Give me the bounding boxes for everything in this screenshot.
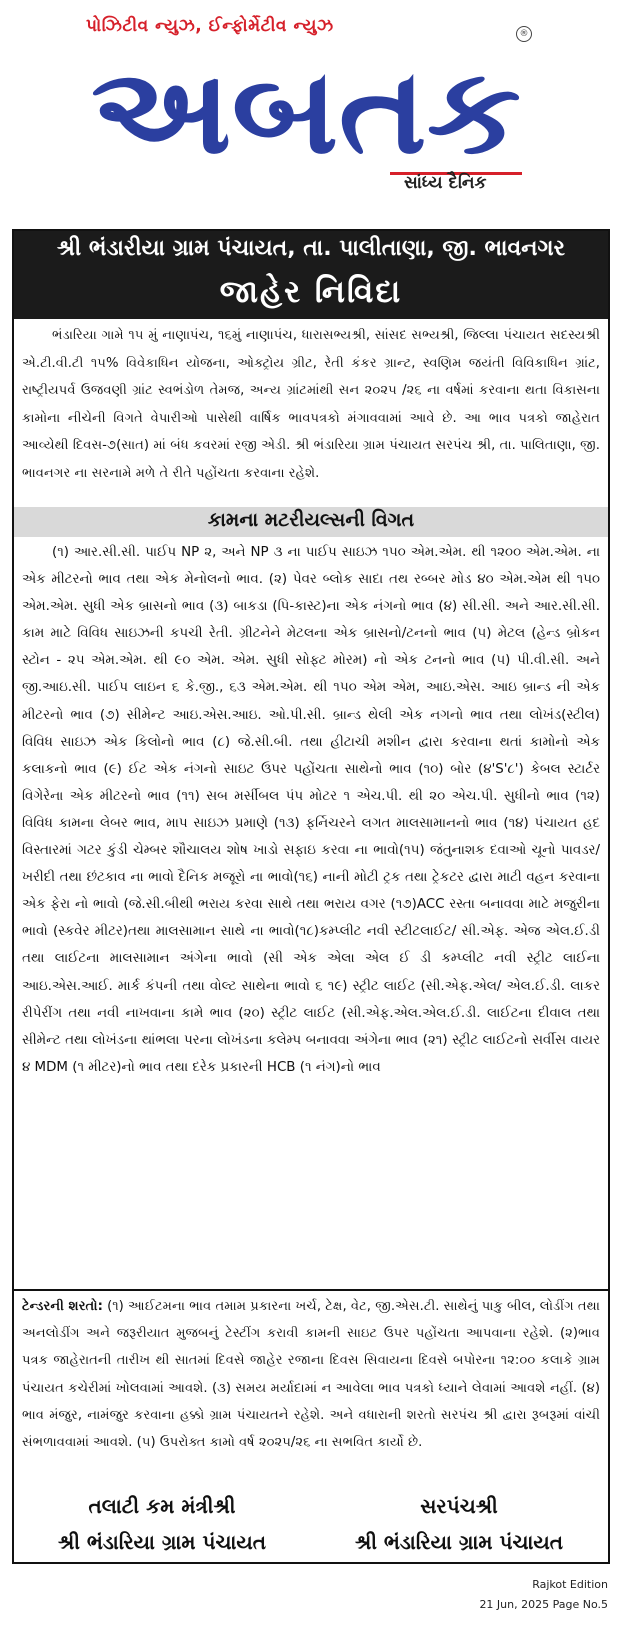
notice-issuer: શ્રી ભંડારીયા ગ્રામ પંચાયત, તા. પાલીતાણા, જી. ભાવનગર: [57, 236, 565, 261]
terms-divider: [14, 1289, 608, 1291]
tender-terms-text: (૧) આઈટમના ભાવ તમામ પ્રકારના ખર્ચ, ટેક્ષ, વેટ, જી.એસ.ટી. સાથેનું પાકુ બીલ, લોડીંગ તથા અનલોડીંગ અને જરૂરીયાત મુજબનું ટેસ્ટીંગ કરાવી કામની સાઇટ ઉપર પહોંચતા આપવાના રહેશે. (૨)ભાવ પત્રક જાહેરાતની તારીખ થી સાતમાં દિવસે જાહેર રજાના દિવસ સિવાયના દિવસે બપોરના ૧૨:૦૦ કલાકે ગ્રામ પંચાયત કચેરીમાં ખોલવામાં આવશે. (૩) સમય મર્યાદામાં ન આવેલા ભાવ પત્રકો ધ્યાને લેવામાં આવશે નહીં. (૪) ભાવ મંજુર, નામંજુર કરવાના હક્કો ગ્રામ પંચાયતને રહેશે. અને વધારાની શરતો સરપંચ શ્રી દ્વારા રૂબરૂમાં વાંચી સંભળાવવામાં આવશે. (૫) ઉપરોક્ત કામો વર્ષ ૨૦૨૫/૨૬ ના સભવિત કાર્યો છે.: [22, 1299, 601, 1451]
signatory-left-title: તલાટી કમ મંત્રીશ્રી: [88, 1494, 236, 1518]
tender-terms-label: ટેન્ડરની શરતો:: [22, 1299, 103, 1314]
abtak-logo: [88, 48, 524, 168]
signatory-left-org: શ્રી ભંડારિયા ગ્રામ પંચાયત: [57, 1530, 267, 1554]
edition-type: સાંધ્ય દૈનિક: [404, 173, 487, 193]
materials-list: (૧) આર.સી.સી. પાઈપ NP ૨, અને NP ૩ ના પાઈપ સાઇઝ ૧૫૦ એમ.એમ. થી ૧૨૦૦ એમ.એમ. ના એક મીટરનો ભાવ તથા એક મેનોલનો ભાવ. (૨) પેવર બ્લોક સાદા તથ રબ્બર મોડ ૪૦ એમ.એમ થી ૧૫૦ એમ.એમ. સુધી એક બ્રાસનો ભાવ (૩) બાકડા (પિ-કાસ્ટ)ના એક નંગનો ભાવ (૪) સી.સી. અને આર.સી.સી. કામ માટે વિવિધ સાઇઝની કપચી રેતી. ગ્રીટનેને મેટલના એક બ્રાસનો/ટનનો ભાવ (૫) મેટલ (હેન્ડ બ્રોકન સ્ટોન - ૨૫ એમ.એમ. થી ૯૦ એમ. એમ. સુધી સોફ્ટ મોરમ) નો એક ટનનો ભાવ (૫) પી.વી.સી. અને જી.આઇ.સી. પાઈપ લાઇન ૬ કે.જી., ૬૩ એમ.એમ. થી ૧૫૦ એમ એમ, આઇ.એસ. આઇ બ્રાન્ડ ની એક મીટરનો ભાવ (૭) સીમેન્ટ આઇ.એસ.આઇ. ઓ.પી.સી. બ્રાન્ડ થેલી એક નગનો ભાવ તથા લોખંડ(સ્ટીલ) વિવિધ સાઇઝ એક કિલોનો ભાવ (૮) જે.સી.બી. તથા હીટાચી મશીન દ્વારા કરવાના થતાં કામોનો એક કલાકનો ભાવ (૯) ઈટ એક નંગનો સાઇટ ઉપર પહોંચતા સાથેનો ભાવ (૧૦) બોર (૪'S'૮') કેબલ સ્ટાર્ટર વિગેરેના એક મીટરનો ભાવ (૧૧) સબ મર્સીબલ પંપ મોટર ૧ એચ.પી. થી ૨૦ એચ.પી. સુધીનો ભાવ (૧૨) વિવિધ કામના લેબર ભાવ, માપ સાઇઝ પ્રમાણે (૧૩) ફર્નિચરને લગત માલસામાનનો ભાવ (૧૪) પંચાયત હદ વિસ્તારમાં ગટર કુંડી ચેમ્બર શૌચાલય શોષ ખાડો સફાઇ કરવા ના ભાવો(૧૫) જંતુનાશક દવાઓ ચૂનો પાવડર/ખરીદી તથા છંટકાવ ના ભાવો દૈનિક મજૂરો ના ભાવો(૧૬) નાની મોટી ટ્રક તથા ટ્રેકટર દ્વારા માટી વહન કરવાના એક ફેરા નો ભાવો (જે.સી.બીથી ભરાય કરવા સાથે તથા ભરાય વગર (૧૭)ACC રસ્તા બનાવવા માટે મજુરીના ભાવો (સ્કવેર મીટર)તથા માલસામાન સાથે ના ભાવો(૧૮)કમ્પ્લીટ નવી સ્ટીટલાઈટ/ સી.એફ. એજ એલ.ઈ.ડી તથા લાઈટના માલસામાન અંગેના ભાવો (સી એક એલા એલ ઈ ડી કમ્પ્લીટ નવી સ્ટ્રીટ લાઈના આઇ.એસ.આઈ. માર્ક કંપની તથા વોલ્ટ સાથેના ભાવો ૬ ૧૯) સ્ટ્રીટ લાઈટ (સી.એફ.એલ/ એલ.ઈ.ડી. લાકર રીપેરીંગ તથા નવી નાખવાના કામે ભાવ (૨૦) સ્ટ્રીટ લાઈટ (સી.એફ.એલ.એલ.ઈ.ડી. લાઈટના દીવાલ તથા સીમેન્ટ તથા લોખંડના થાંભલા પરના લોખંડના કલેમ્પ બનાવવા અંગેના ભાવ (૨૧) સ્ટ્રીટ લાઈટનો સર્વીસ વાયર ૪ MDM (૧ મીટર)નો ભાવ તથા દરેક પ્રકારની HCB (૧ નંગ)નો ભાવ: [22, 545, 600, 1075]
footer-edition: Rajkot Edition: [532, 1578, 608, 1591]
materials-heading: કામના મટરીયલ્સની વિગત: [207, 509, 415, 531]
tender-terms: [22, 1293, 600, 1456]
masthead-tagline: પોઝિટીવ ન્યુઝ, ઈન્ફોર્મેટીવ ન્યુઝ: [86, 16, 334, 36]
abtak-logo-text: અબતક: [91, 48, 521, 168]
signatory-right-title: સરપંચશ્રી: [420, 1494, 498, 1518]
notice-intro: ભંડારિયા ગામે ૧૫ મું નાણાપંચ, ૧૬મું નાણાપંચ, ધારાસભ્યશ્રી, સાંસદ સભ્યશ્રી, જિલ્લા પંચાયત સદસ્યશ્રી એ.ટી.વી.ટી ૧૫% વિવેકાધિન યોજના, ઓક્ટ્રોય ગ્રીટ, રેતી કંકર ગ્રાન્ટ, સ્વણિમ જયંતી વિવિકાધિન ગ્રાંટ, રાષ્ટ્રીયપર્વ ઉજવણી ગ્રાંટ સ્વભંડોળ તેમજ, અન્ય ગ્રાંટમાંથી સન ૨૦૨૫ /૨૬ ના વર્ષમાં કરવાના થતા વિકાસના કામોના નીચેની વિગતે વેપારીઓ પાસેથી વાર્ષિક ભાવપત્રકો મંગાવવામાં આવે છે. આ ભાવ પત્રકો જાહેરાત આવ્યેથી દિવસ-૭(સાત) માં બંધ કવરમાં રજી એડી. શ્રી ભંડારિયા ગ્રામ પંચાયત સરપંચ શ્રી, તા. પાલિતાણા, જી. ભાવનગર ના સરનામે મળે તે રીતે પહોંચતા કરવાના રહેશે.: [22, 328, 600, 481]
notice-heading: જાહેર નિવિદા: [219, 274, 403, 310]
footer-date-page: 21 Jun, 2025 Page No.5: [479, 1598, 608, 1611]
signatory-right-org: શ્રી ભંડારિયા ગ્રામ પંચાયત: [354, 1530, 564, 1554]
registered-mark: ®: [516, 26, 532, 42]
masthead: [0, 0, 622, 215]
